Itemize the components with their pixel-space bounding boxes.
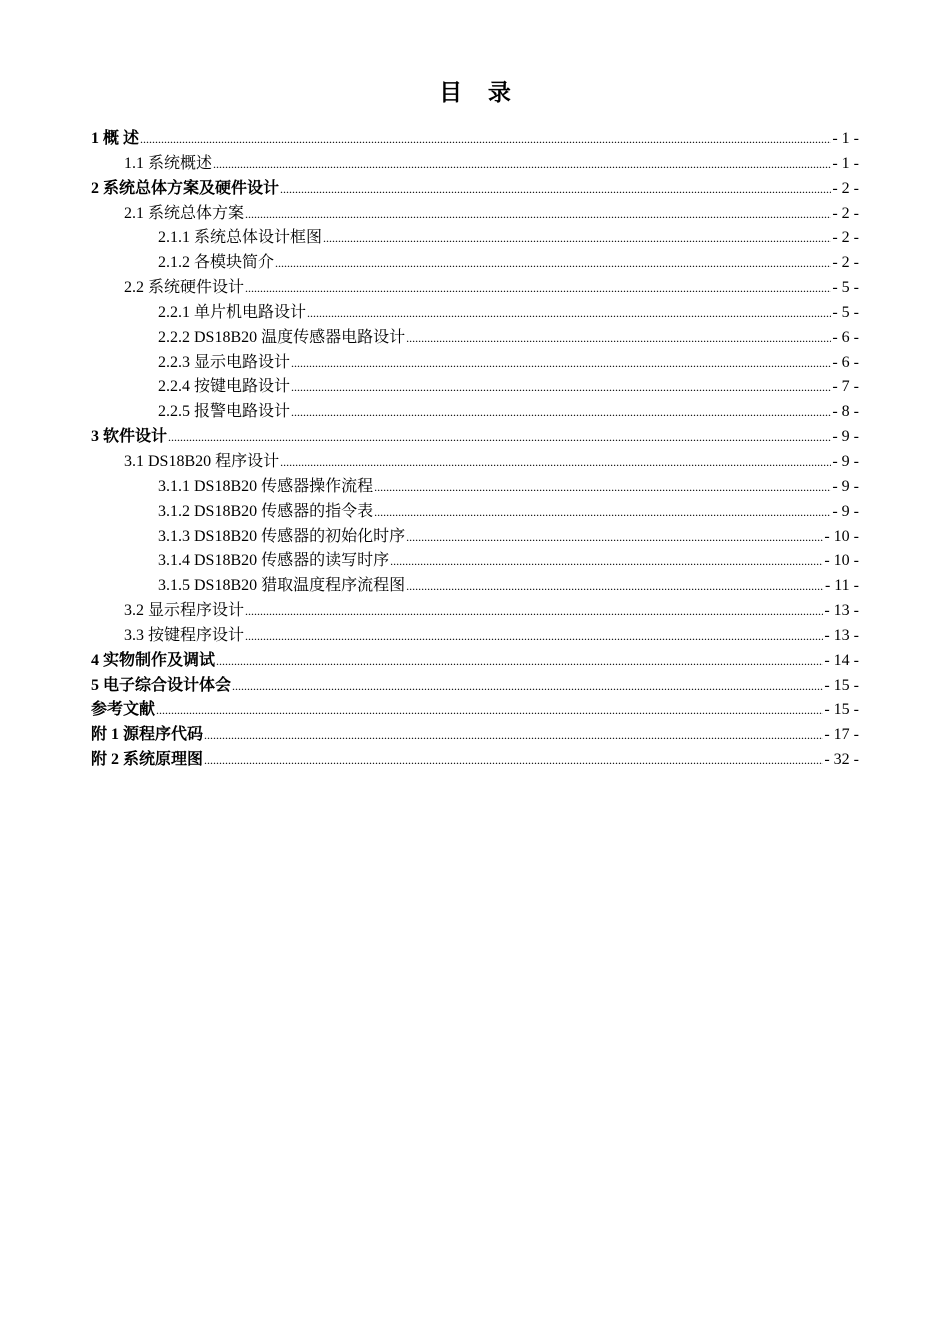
toc-entry[interactable] [91, 450, 859, 475]
toc-entry-text: 3.1.3 DS18B20 传感器的初始化时序 [158, 527, 406, 545]
toc-leader-dots [213, 152, 831, 177]
toc-leader-dots [156, 698, 823, 723]
toc-entry-text: 3.1 DS18B20 程序设计 [124, 452, 280, 470]
toc-entry-text: 2.1.2 各模块简介 [158, 254, 275, 272]
toc-entry[interactable] [91, 177, 859, 202]
toc-entry-text: 2.1.1 系统总体设计框图 [158, 229, 323, 247]
toc-entry[interactable] [91, 351, 859, 376]
toc-entry-page: - 2 - [832, 254, 859, 272]
toc-entry[interactable] [91, 599, 859, 624]
toc-entry-page: - 9 - [832, 452, 859, 470]
toc-entry-text: 2 系统总体方案及硬件设计 [91, 179, 280, 197]
toc-leader-dots [245, 599, 823, 624]
toc-entry[interactable] [91, 152, 859, 177]
toc-leader-dots [275, 251, 831, 276]
toc-leader-dots [374, 475, 831, 500]
toc-entry[interactable] [91, 375, 859, 400]
toc-leader-dots [280, 177, 831, 202]
toc-entry[interactable] [91, 202, 859, 227]
toc-entry-page: - 15 - [824, 701, 859, 719]
toc-list [91, 127, 859, 773]
toc-leader-dots [204, 723, 823, 748]
toc-entry[interactable] [91, 525, 859, 550]
toc-entry-text: 1 概 述 [91, 130, 140, 147]
toc-entry[interactable] [91, 574, 859, 599]
toc-leader-dots [168, 425, 831, 450]
toc-leader-dots [406, 326, 831, 351]
toc-leader-dots [291, 351, 831, 376]
toc-entry-page: - 13 - [824, 602, 859, 620]
toc-entry[interactable] [91, 698, 859, 723]
toc-entry[interactable] [91, 276, 859, 301]
toc-entry-page: - 9 - [832, 428, 859, 446]
toc-entry-text: 2.2.2 DS18B20 温度传感器电路设计 [158, 328, 406, 346]
toc-entry-page: - 15 - [824, 676, 859, 694]
toc-entry-text: 2.2.4 按键电路设计 [158, 378, 291, 396]
toc-leader-dots [390, 549, 823, 574]
toc-entry[interactable] [91, 674, 859, 699]
toc-entry-text: 5 电子综合设计体会 [91, 676, 232, 694]
toc-entry[interactable] [91, 127, 859, 152]
toc-entry-page: - 11 - [824, 577, 859, 595]
toc-entry-page: - 5 - [832, 303, 859, 321]
toc-entry-page: - 10 - [824, 527, 859, 545]
toc-leader-dots [291, 375, 831, 400]
toc-entry-text: 3.1.1 DS18B20 传感器操作流程 [158, 477, 374, 495]
toc-entry[interactable] [91, 624, 859, 649]
toc-entry-text: 2.1 系统总体方案 [124, 204, 245, 222]
toc-entry-text: 附 1 源程序代码 [91, 726, 204, 744]
toc-entry[interactable] [91, 400, 859, 425]
toc-entry-page: - 1 - [832, 154, 859, 172]
toc-entry-page: - 14 - [824, 651, 859, 669]
toc-entry[interactable] [91, 226, 859, 251]
toc-entry-page: - 17 - [824, 726, 859, 744]
toc-entry-text: 3.2 显示程序设计 [124, 602, 245, 620]
toc-entry-text: 附 2 系统原理图 [91, 751, 204, 769]
toc-leader-dots [406, 525, 823, 550]
toc-leader-dots [291, 400, 831, 425]
toc-title: 目 录 [439, 80, 521, 105]
toc-leader-dots [140, 127, 831, 152]
toc-entry-text: 3.1.5 DS18B20 猎取温度程序流程图 [158, 577, 406, 595]
toc-entry-text: 3 软件设计 [91, 428, 168, 446]
toc-leader-dots [204, 748, 823, 773]
toc-entry-page: - 9 - [832, 477, 859, 495]
toc-entry-text: 2.2.5 报警电路设计 [158, 403, 291, 421]
toc-leader-dots [232, 674, 823, 699]
toc-entry[interactable] [91, 301, 859, 326]
toc-entry-page: - 32 - [824, 751, 859, 769]
toc-entry[interactable] [91, 748, 859, 773]
toc-entry-page: - 10 - [824, 552, 859, 570]
toc-entry-page: - 6 - [832, 328, 859, 346]
toc-leader-dots [323, 226, 831, 251]
toc-entry-text: 3.3 按键程序设计 [124, 626, 245, 644]
toc-entry[interactable] [91, 723, 859, 748]
toc-entry[interactable] [91, 500, 859, 525]
toc-entry-page: - 1 - [832, 130, 859, 147]
toc-leader-dots [374, 500, 831, 525]
toc-entry-page: - 13 - [824, 626, 859, 644]
toc-entry[interactable] [91, 251, 859, 276]
toc-entry-text: 2.2.3 显示电路设计 [158, 353, 291, 371]
toc-entry-text: 3.1.2 DS18B20 传感器的指令表 [158, 502, 374, 520]
toc-entry-page: - 6 - [832, 353, 859, 371]
toc-entry[interactable] [91, 425, 859, 450]
toc-leader-dots [406, 574, 824, 599]
toc-entry[interactable] [91, 549, 859, 574]
toc-leader-dots [245, 202, 831, 227]
toc-leader-dots [245, 624, 823, 649]
toc-leader-dots [245, 276, 831, 301]
toc-entry[interactable] [91, 649, 859, 674]
toc-entry-page: - 7 - [832, 378, 859, 396]
toc-entry-page: - 9 - [832, 502, 859, 520]
toc-entry-page: - 2 - [832, 204, 859, 222]
toc-entry[interactable] [91, 475, 859, 500]
toc-entry-page: - 2 - [832, 179, 859, 197]
toc-leader-dots [307, 301, 831, 326]
toc-leader-dots [216, 649, 823, 674]
toc-entry-text: 2.2.1 单片机电路设计 [158, 303, 307, 321]
toc-entry-text: 1.1 系统概述 [124, 154, 213, 172]
toc-entry-page: - 2 - [832, 229, 859, 247]
toc-entry-text: 参考文献 [91, 701, 156, 719]
toc-entry-text: 3.1.4 DS18B20 传感器的读写时序 [158, 552, 390, 570]
toc-entry-page: - 5 - [832, 279, 859, 297]
toc-entry[interactable] [91, 326, 859, 351]
toc-entry-page: - 8 - [832, 403, 859, 421]
toc-leader-dots [280, 450, 831, 475]
toc-entry-text: 2.2 系统硬件设计 [124, 279, 245, 297]
toc-entry-text: 4 实物制作及调试 [91, 651, 216, 669]
